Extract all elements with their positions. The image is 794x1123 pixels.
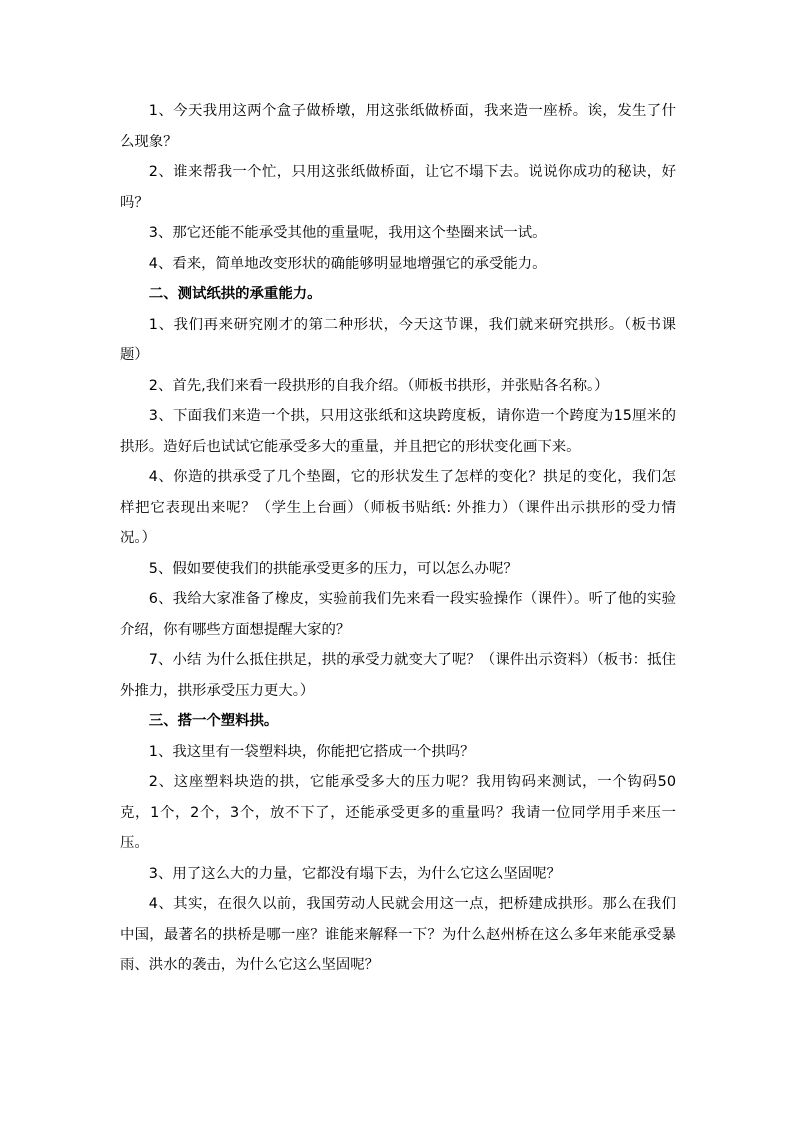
paragraph: 2、这座塑料块造的拱，它能承受多大的压力呢？我用钩码来测试，一个钩码50克，1个，2个，3个，放不下了，还能承受更多的重量吗？我请一位同学用手来压一压。 bbox=[120, 774, 676, 851]
paragraph: 4、其实，在很久以前，我国劳动人民就会用这一点，把桥建成拱形。那么在我们中国，最著名的拱桥是哪一座？谁能来解释一下？为什么赵州桥在这么多年来能承受暴雨、洪水的袭击，为什么它这么坚固呢？ bbox=[120, 896, 676, 973]
section-heading: 三、搭一个塑料拱。 bbox=[148, 713, 279, 729]
paragraph: 6、我给大家准备了橡皮，实验前我们先来看一段实验操作（课件）。听了他的实验介绍，你有哪些方面想提醒大家的？ bbox=[120, 591, 676, 638]
section-heading: 二、测试纸拱的承重能力。 bbox=[148, 286, 322, 302]
paragraph: 1、今天我用这两个盒子做桥墩，用这张纸做桥面，我来造一座桥。诶，发生了什么现象？ bbox=[120, 103, 676, 150]
paragraph: 4、看来，简单地改变形状的确能够明显地增强它的承受能力。 bbox=[148, 255, 547, 272]
document-body bbox=[120, 96, 676, 981]
paragraph: 3、下面我们来造一个拱，只用这张纸和这块跨度板，请你造一个跨度为15厘米的拱形。造好后也试试它能承受多大的重量，并且把它的形状变化画下来。 bbox=[120, 408, 676, 455]
paragraph: 5、假如要使我们的拱能承受更多的压力，可以怎么办呢？ bbox=[148, 560, 518, 577]
paragraph: 2、谁来帮我一个忙，只用这张纸做桥面，让它不塌下去。说说你成功的秘诀，好吗？ bbox=[120, 164, 676, 211]
paragraph: 7、小结 为什么抵住拱足，拱的承受力就变大了呢？（课件出示资料）（板书：抵住外推力，拱形承受压力更大。） bbox=[120, 652, 676, 699]
paragraph: 3、那它还能不能承受其他的重量呢，我用这个垫圈来试一试。 bbox=[148, 225, 547, 241]
paragraph: 2、首先,我们来看一段拱形的自我介绍。（师板书拱形，并张贴各名称。） bbox=[148, 377, 609, 394]
paragraph: 3、用了这么大的力量，它都没有塌下去，为什么它这么坚固呢？ bbox=[148, 865, 561, 882]
paragraph: 4、你造的拱承受了几个垫圈，它的形状发生了怎样的变化？拱足的变化，我们怎样把它表现出来呢？（学生上台画）（师板书贴纸: 外推力）（课件出示拱形的受力情况。） bbox=[120, 469, 676, 546]
paragraph: 1、我这里有一袋塑料块，你能把它搭成一个拱吗？ bbox=[148, 743, 475, 760]
paragraph: 1、我们再来研究刚才的第二种形状，今天这节课，我们就来研究拱形。（板书课题） bbox=[120, 316, 676, 363]
